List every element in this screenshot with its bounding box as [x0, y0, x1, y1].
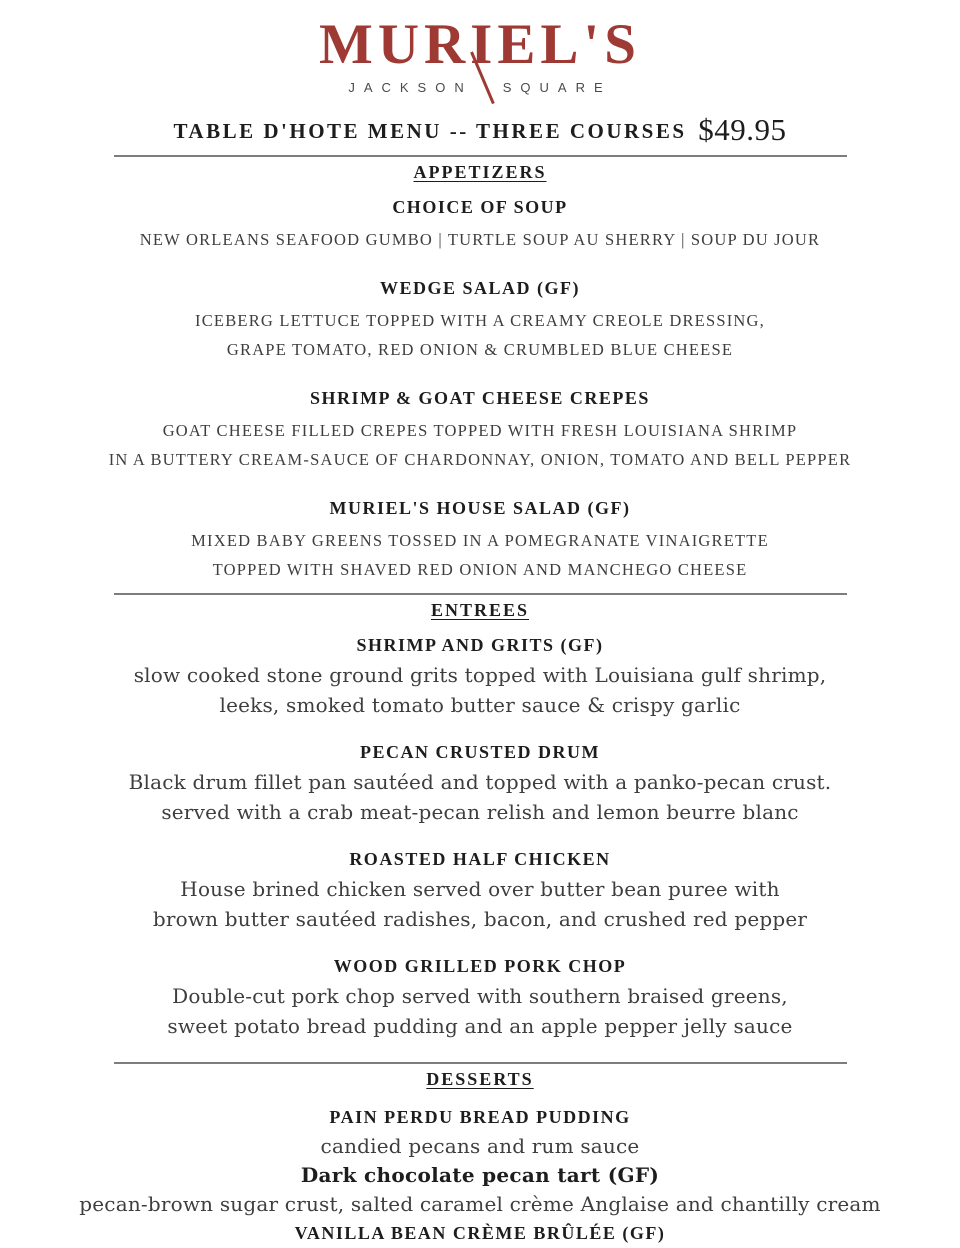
item-description: NEW ORLEANS SEAFOOD GUMBO | TURTLE SOUP AU SHERRY | SOUP DU JOUR	[139, 230, 821, 249]
section-entrees	[0, 600, 960, 1041]
section-header-desserts: DESSERTS	[426, 1069, 534, 1089]
item-description: slow cooked stone ground grits topped with Louisiana gulf shrimp,	[133, 663, 827, 687]
menu-item-dark-chocolate-pecan-tart	[0, 1161, 960, 1219]
restaurant-logo	[319, 13, 641, 95]
item-name: WOOD GRILLED PORK CHOP	[333, 956, 627, 976]
menu-title-text: TABLE D'HOTE MENU -- THREE COURSES	[173, 119, 687, 143]
item-description: GRAPE TOMATO, RED ONION & CRUMBLED BLUE CHEESE	[226, 340, 734, 359]
section-header-entrees: ENTREES	[430, 600, 530, 620]
item-description: candied pecans and rum sauce	[320, 1134, 640, 1158]
item-name: CHOICE OF SOUP	[392, 197, 568, 217]
logo-header	[0, 13, 960, 97]
item-description: pecan-brown sugar crust, salted caramel crème Anglaise and chantilly cream	[79, 1192, 881, 1216]
item-name: MURIEL'S HOUSE SALAD (GF)	[329, 498, 631, 518]
item-name: PECAN CRUSTED DRUM	[359, 742, 600, 762]
menu-item-choice-of-soup	[0, 196, 960, 254]
logo-wordmark: MURIEL'S	[319, 13, 641, 76]
item-name: SHRIMP & GOAT CHEESE CREPES	[310, 388, 650, 408]
section-desserts	[0, 1069, 960, 1248]
item-description: TOPPED WITH SHAVED RED ONION AND MANCHEGO CHEESE	[212, 560, 748, 579]
section-divider	[114, 593, 847, 595]
menu-item-vanilla-bean-creme-brulee	[0, 1219, 960, 1248]
menu-item-shrimp-goat-cheese-crepes	[0, 387, 960, 474]
menu-item-pecan-crusted-drum	[0, 741, 960, 827]
item-name: SHRIMP AND GRITS (GF)	[356, 635, 604, 655]
logo-subtitle-square: SQUARE	[502, 80, 612, 95]
item-description: House brined chicken served over butter bean puree with	[180, 877, 780, 901]
section-divider	[114, 1062, 847, 1064]
section-header-appetizers: APPETIZERS	[413, 162, 547, 182]
item-name: PAIN PERDU BREAD PUDDING	[329, 1107, 631, 1127]
item-description: leeks, smoked tomato butter sauce & crispy garlic	[219, 693, 741, 717]
item-description: IN A BUTTERY CREAM-SAUCE OF CHARDONNAY, ONION, TOMATO AND BELL PEPPER	[108, 450, 852, 469]
item-name: VANILLA BEAN CRÈME BRÛLÉE (GF)	[294, 1223, 666, 1243]
logo-subtitle	[319, 80, 641, 95]
item-description: ICEBERG LETTUCE TOPPED WITH A CREAMY CREOLE DRESSING,	[195, 311, 765, 330]
item-description: Double-cut pork chop served with southern braised greens,	[172, 984, 788, 1008]
menu-item-pain-perdu-bread-pudding	[0, 1103, 960, 1161]
menu-item-roasted-half-chicken	[0, 848, 960, 934]
menu-title	[0, 110, 960, 146]
item-description: MIXED BABY GREENS TOSSED IN A POMEGRANATE VINAIGRETTE	[191, 531, 769, 550]
menu-item-muriels-house-salad	[0, 497, 960, 584]
menu-price: $49.95	[698, 112, 787, 147]
item-description: sweet potato bread pudding and an apple pepper jelly sauce	[167, 1014, 793, 1038]
item-description: brown butter sautéed radishes, bacon, and crushed red pepper	[152, 907, 808, 931]
section-appetizers	[0, 162, 960, 584]
menu-item-wood-grilled-pork-chop	[0, 955, 960, 1041]
item-description: served with a crab meat-pecan relish and lemon beurre blanc	[161, 800, 799, 824]
item-name: Dark chocolate pecan tart (GF)	[300, 1163, 660, 1187]
item-description: Black drum fillet pan sautéed and topped with a panko-pecan crust.	[128, 770, 832, 794]
item-name: ROASTED HALF CHICKEN	[349, 849, 611, 869]
menu-item-shrimp-and-grits	[0, 634, 960, 720]
menu-item-wedge-salad	[0, 277, 960, 364]
item-description: GOAT CHEESE FILLED CREPES TOPPED WITH FRESH LOUISIANA SHRIMP	[162, 421, 798, 440]
item-name: WEDGE SALAD (GF)	[379, 278, 580, 298]
logo-subtitle-jackson: JACKSON	[348, 80, 473, 95]
section-divider	[114, 155, 847, 157]
